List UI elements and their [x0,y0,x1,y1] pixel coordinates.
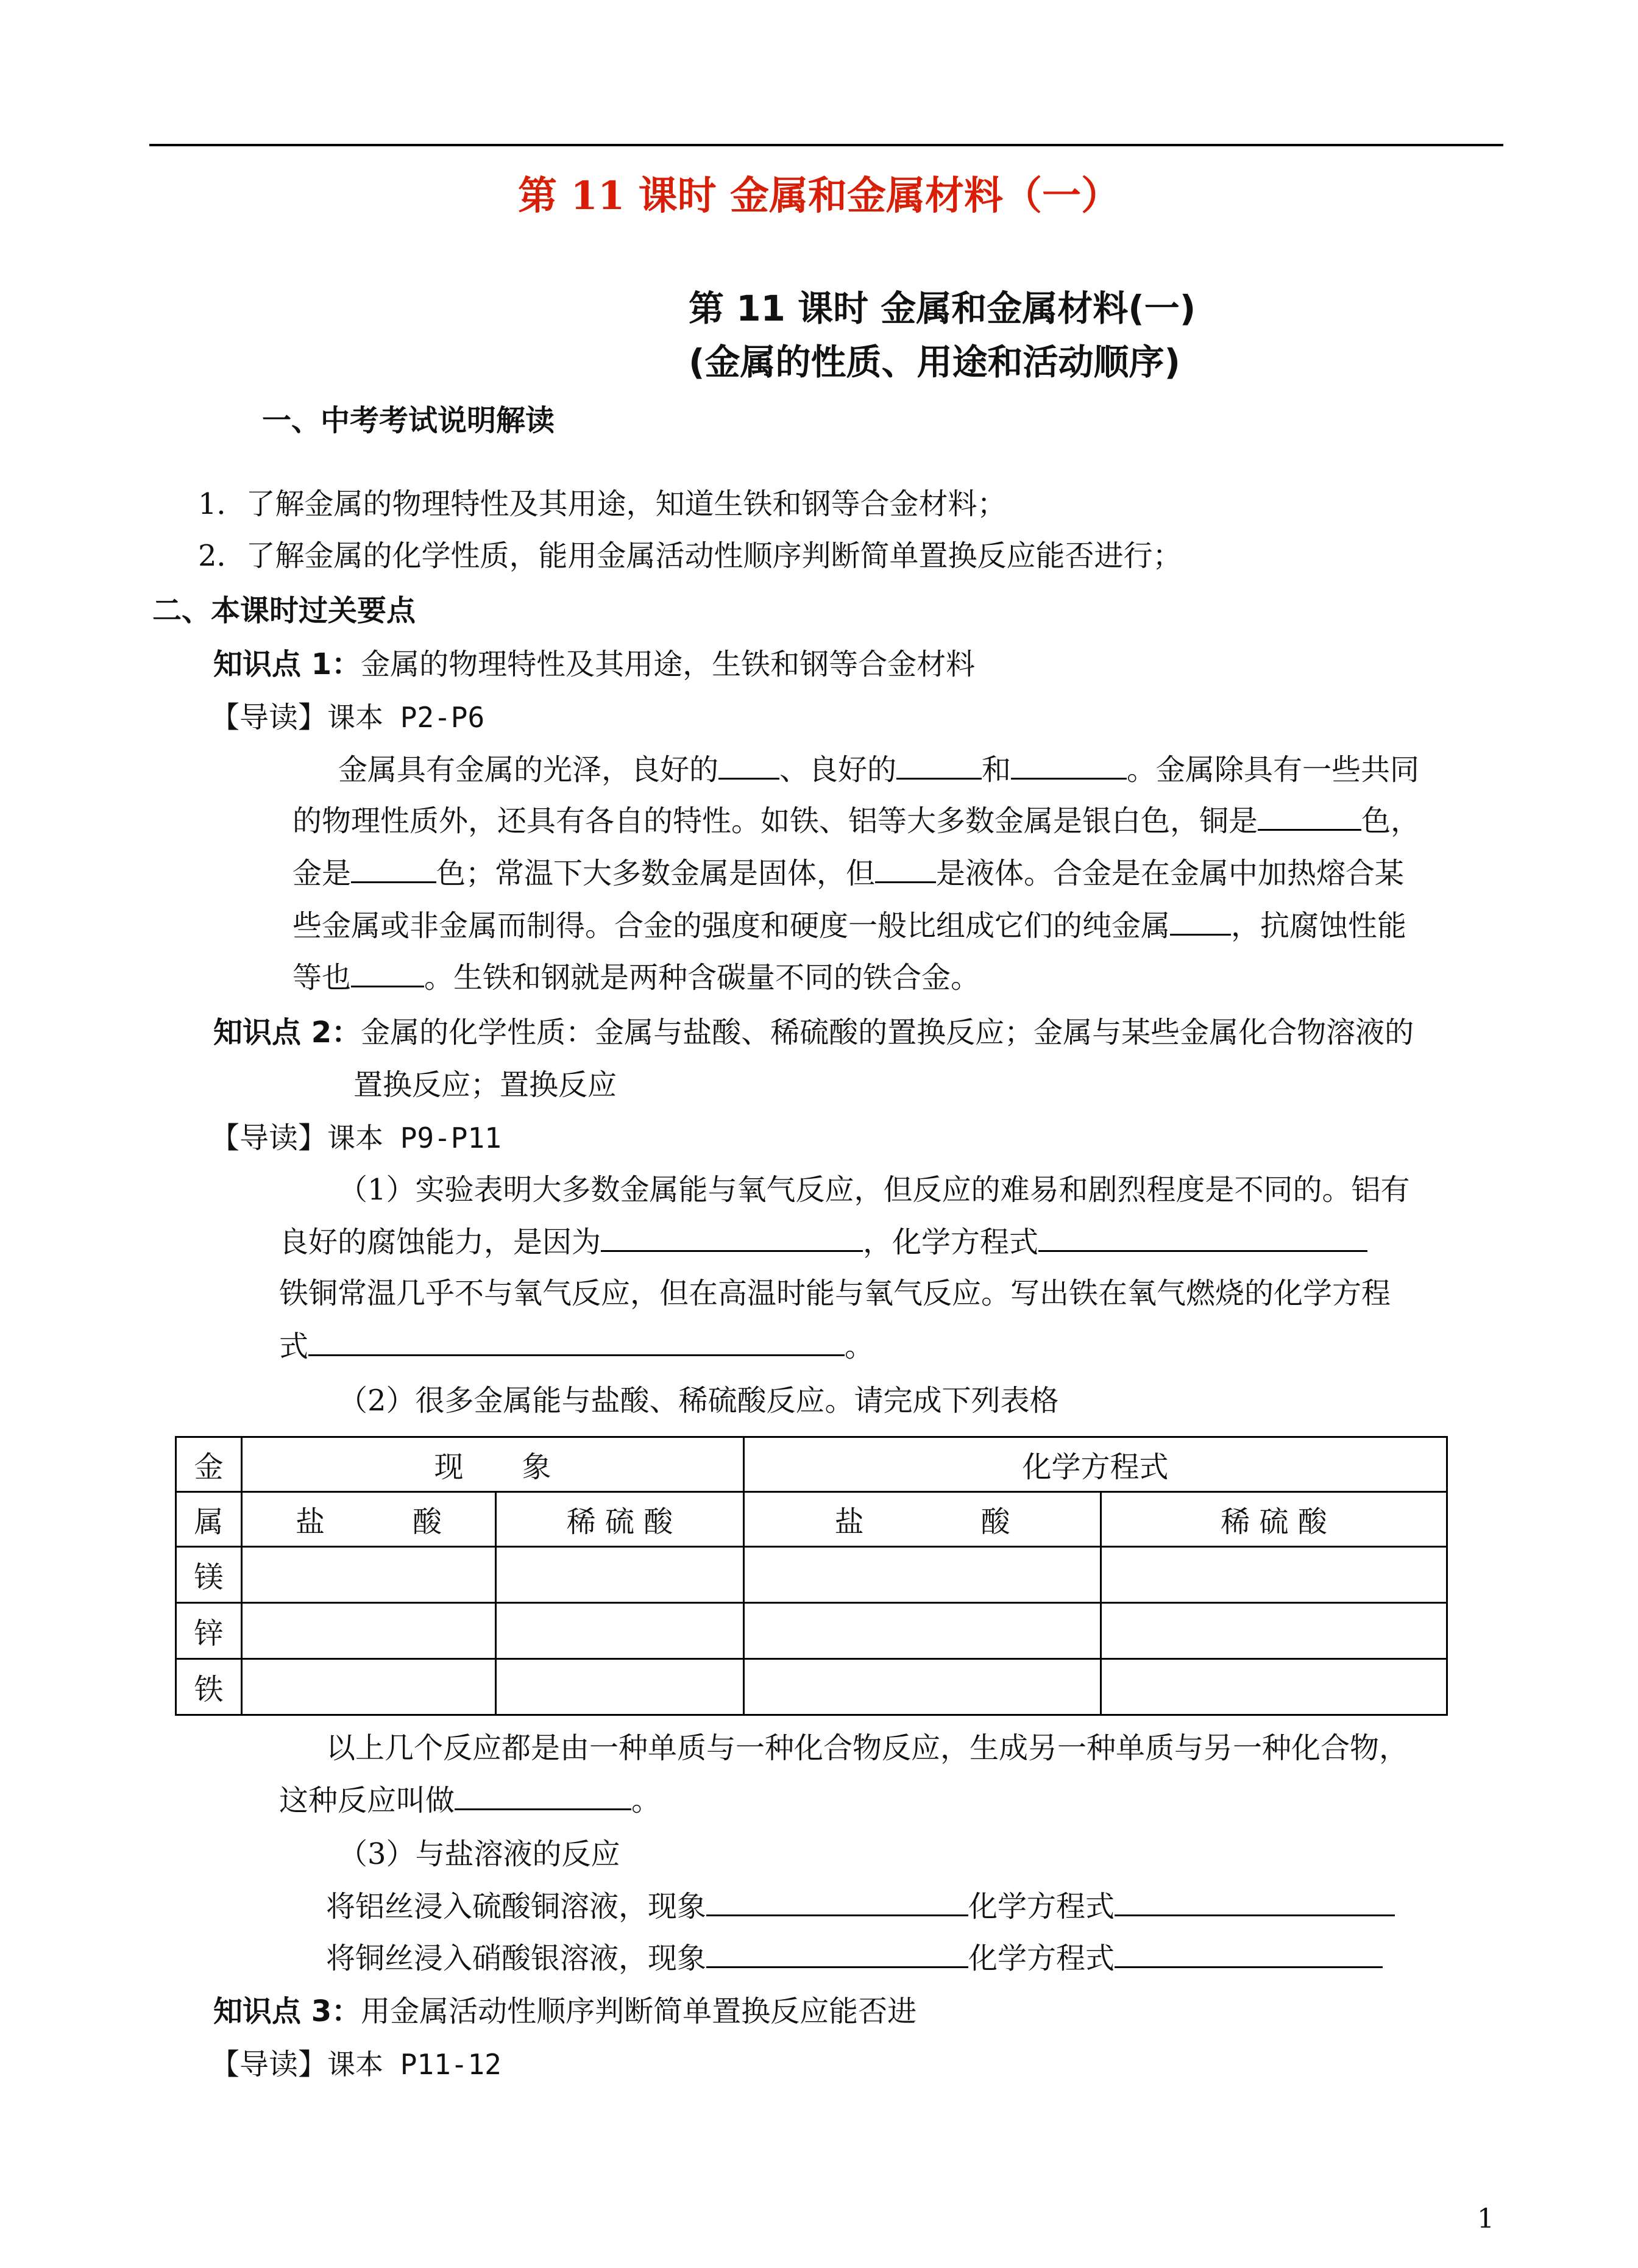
kp2-p3: （3）与盐溶液的反应 [338,1837,620,1871]
table-cell[interactable] [744,1603,1101,1659]
table-header-h2so4-eq: 稀 硫 酸 [1101,1492,1447,1547]
blank[interactable] [351,959,424,987]
table-header-h2so4: 稀 硫 酸 [496,1492,744,1547]
kp1-para-line1 [338,751,1419,788]
text: 式 [279,1329,309,1363]
kp2-line [213,1014,1414,1051]
text: 良好的腐蚀能力，是因为 [279,1225,601,1259]
kp2-p1-line3: 铁铜常温几乎不与氧气反应，但在高温时能与氧气反应。写出铁在氧气燃烧的化学方程 [279,1276,1391,1310]
table-header-metal-2: 属 [176,1492,242,1547]
text: 些金属或非金属而制得。合金的强度和硬度一般比组成它们的纯金属 [292,909,1171,943]
table-header-phenomenon: 现 象 [242,1437,744,1492]
text: 化学方程式 [968,1941,1115,1975]
blank[interactable] [1115,1939,1383,1968]
blank[interactable] [706,1888,968,1916]
kp2-p3-line1 [326,1888,1395,1925]
text: 、良好的 [779,753,897,787]
section1-heading: 一、中考考试说明解读 [262,403,555,438]
table-cell[interactable] [1101,1603,1447,1659]
table-cell[interactable] [496,1547,744,1603]
blank[interactable] [706,1939,968,1968]
table-cell[interactable] [242,1659,496,1715]
kp2-text-line2: 置换反应；置换反应 [353,1068,617,1102]
blank[interactable] [1170,907,1231,936]
table-cell[interactable] [496,1659,744,1715]
table-cell[interactable] [744,1659,1101,1715]
kp1-para-line4 [292,907,1406,944]
text: 。生铁和钢就是两种含碳量不同的铁合金。 [424,961,980,995]
after-table-line1: 以上几个反应都是由一种单质与一种化合物反应，生成另一种单质与另一种化合物， [326,1731,1409,1765]
blank[interactable] [351,855,436,883]
text: 等也 [292,961,352,995]
section1-item-2: 2．了解金属的化学性质，能用金属活动性顺序判断简单置换反应能否进行； [198,539,1182,573]
text: 和 [982,753,1012,787]
page-title: 第 11 课时 金属和金属材料（一） [518,173,1120,219]
blank[interactable] [896,751,982,780]
table-header-metal-1: 金 [176,1437,242,1492]
table-cell[interactable] [744,1547,1101,1603]
kp3-guide-text: 课本 P11-12 [327,2048,502,2081]
text: ，抗腐蚀性能 [1231,909,1407,943]
table-header-hcl: 盐 酸 [242,1492,496,1547]
section2-heading: 二、本课时过关要点 [152,594,416,628]
kp2-text: 金属的化学性质：金属与盐酸、稀硫酸的置换反应；金属与某些金属化合物溶液的 [361,1015,1414,1050]
kp1-para-line2 [292,802,1420,839]
subtitle-line1: 第 11 课时 金属和金属材料(一) [689,288,1196,329]
text: 是液体。合金是在金属中加热熔合某 [936,856,1405,890]
table-header-equation: 化学方程式 [744,1437,1447,1492]
text: 金属具有金属的光泽，良好的 [338,753,719,787]
text: 将铜丝浸入硝酸银溶液，现象 [326,1941,707,1975]
table-cell[interactable] [1101,1547,1447,1603]
table-cell[interactable] [1101,1659,1447,1715]
text: 的物理性质外，还具有各自的特性。如铁、铝等大多数金属是银白色，铜是 [292,804,1258,838]
kp2-p1-line1: （1）实验表明大多数金属能与氧气反应，但反应的难易和剧烈程度是不同的。铝有 [338,1173,1410,1207]
after-table-line2 [279,1782,661,1819]
text: ，化学方程式 [863,1225,1039,1259]
kp3-text: 用金属活动性顺序判断简单置换反应能否进 [361,1994,917,2028]
blank[interactable] [601,1223,863,1252]
blank[interactable] [308,1328,845,1356]
table-row-metal: 锌 [176,1603,242,1659]
kp1-guide-text: 课本 P2-P6 [327,701,485,734]
kp1-line [213,646,975,683]
kp2-guide-text: 课本 P9-P11 [327,1122,502,1154]
table-header-hcl-eq: 盐 酸 [744,1492,1101,1547]
section1-item-1: 1．了解金属的物理特性及其用途，知道生铁和钢等合金材料； [198,487,1007,521]
kp2-label: 知识点 2： [213,1015,361,1050]
text: 金是 [292,856,352,890]
blank[interactable] [1258,802,1361,831]
text: 。金属除具有一些共同 [1127,753,1420,787]
table-cell[interactable] [242,1603,496,1659]
kp3-label: 知识点 3： [213,1994,361,2028]
table-row-metal: 铁 [176,1659,242,1715]
kp2-p3-line2 [326,1939,1383,1977]
blank[interactable] [1011,751,1127,780]
text: 这种反应叫做 [279,1783,455,1818]
kp2-guide [210,1120,502,1156]
kp2-p1-line2 [279,1223,1367,1260]
table-cell[interactable] [496,1603,744,1659]
text: 。 [631,1783,661,1818]
table-row-metal: 镁 [176,1547,242,1603]
blank[interactable] [1115,1888,1395,1916]
subtitle-line2: (金属的性质、用途和活动顺序) [689,341,1181,383]
kp1-label: 知识点 1： [213,647,361,681]
page-number: 1 [1477,2203,1494,2234]
kp3-line [213,1993,916,2030]
kp3-guide [210,2046,502,2083]
blank[interactable] [1038,1223,1367,1252]
kp1-guide [210,699,484,736]
kp1-text: 金属的物理特性及其用途，生铁和钢等合金材料 [361,647,976,681]
top-rule [149,144,1503,146]
kp1-guide-label: 【导读】 [210,700,328,734]
kp3-guide-label: 【导读】 [210,2047,328,2081]
kp2-p1-line4 [279,1328,874,1365]
text: 色， [1361,804,1420,838]
kp2-guide-label: 【导读】 [210,1121,328,1155]
table-cell[interactable] [242,1547,496,1603]
kp2-p2: （2）很多金属能与盐酸、稀硫酸反应。请完成下列表格 [338,1384,1059,1418]
text: 。 [845,1329,874,1363]
kp1-para-line5 [292,959,980,996]
kp1-para-line3 [292,855,1404,892]
text: 化学方程式 [968,1889,1115,1924]
blank[interactable] [455,1782,631,1810]
text: 色；常温下大多数金属是固体，但 [436,856,876,890]
blank[interactable] [875,855,936,883]
text: 将铝丝浸入硫酸铜溶液，现象 [326,1889,707,1924]
reaction-table [175,1436,1448,1716]
blank[interactable] [718,751,779,780]
